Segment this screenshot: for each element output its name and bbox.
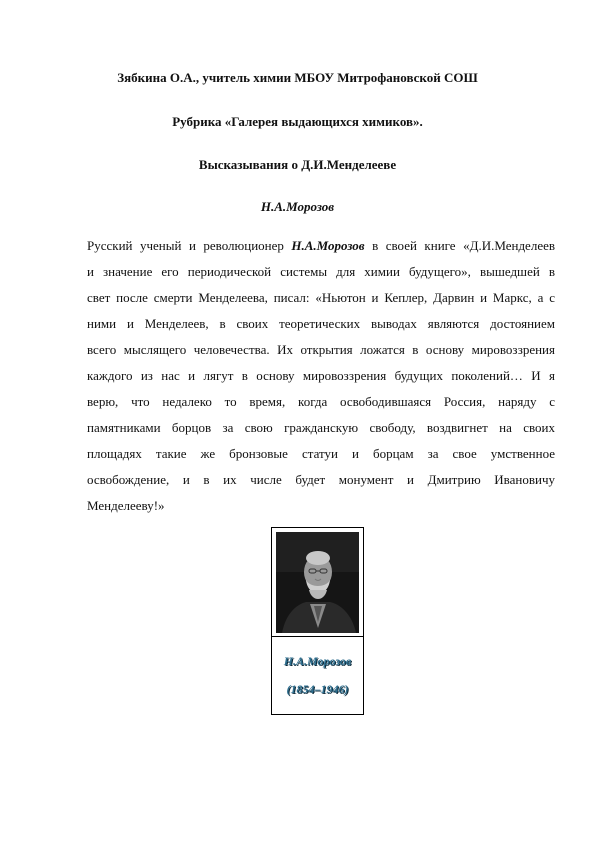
text-line: Менделееву!»	[87, 498, 165, 513]
text-line: памятниками борцов за свою гражданскую свободу, воздвигнет на своих	[87, 420, 555, 435]
author-line: Зябкина О.А., учитель химии МБОУ Митрофановской СОШ	[117, 70, 478, 85]
portrait-caption-name: Н.А.Морозов	[283, 654, 352, 668]
text-line: освобождение, и в их числе будет монумент и Дмитрию Ивановичу	[87, 472, 555, 487]
text-line: каждого из нас и лягут в основу мировоззрения будущих поколений… И я	[87, 368, 555, 383]
portrait-photo	[276, 532, 359, 633]
portrait-caption-years: (1854–1946)	[286, 682, 349, 696]
text-line: верю, что недалеко то время, когда освободившаяся Россия, наряду с	[87, 394, 555, 409]
rubric-line: Рубрика «Галерея выдающихся химиков».	[172, 114, 423, 129]
text-line: и значение его периодической системы для химии будущего», вышедшей в	[87, 264, 555, 279]
author-name-emphasis: Н.А.Морозов	[291, 238, 365, 253]
text-line	[87, 233, 555, 259]
portrait-frame	[271, 527, 364, 715]
text-line: свет после смерти Менделеева, писал: «Ньютон и Кеплер, Дарвин и Маркс, а с	[87, 290, 555, 305]
text-line: площадях такие же бронзовые статуи и борцам за свое умственное	[87, 446, 555, 461]
text-fragment: в своей книге «Д.И.Менделеев	[364, 238, 555, 253]
person-heading: Н.А.Морозов	[260, 199, 335, 214]
caption-divider	[272, 636, 363, 637]
text-fragment: Русский ученый и революционер	[87, 238, 292, 253]
text-line: ними и Менделеев, в своих теоретических выводах являются достоянием	[87, 316, 555, 331]
text-line: всего мыслящего человечества. Их открытия ложатся в основу мировоззрения	[87, 342, 555, 357]
quote-paragraph	[87, 233, 555, 519]
topic-line: Высказывания о Д.И.Менделееве	[198, 157, 397, 172]
portrait-image	[276, 532, 359, 633]
